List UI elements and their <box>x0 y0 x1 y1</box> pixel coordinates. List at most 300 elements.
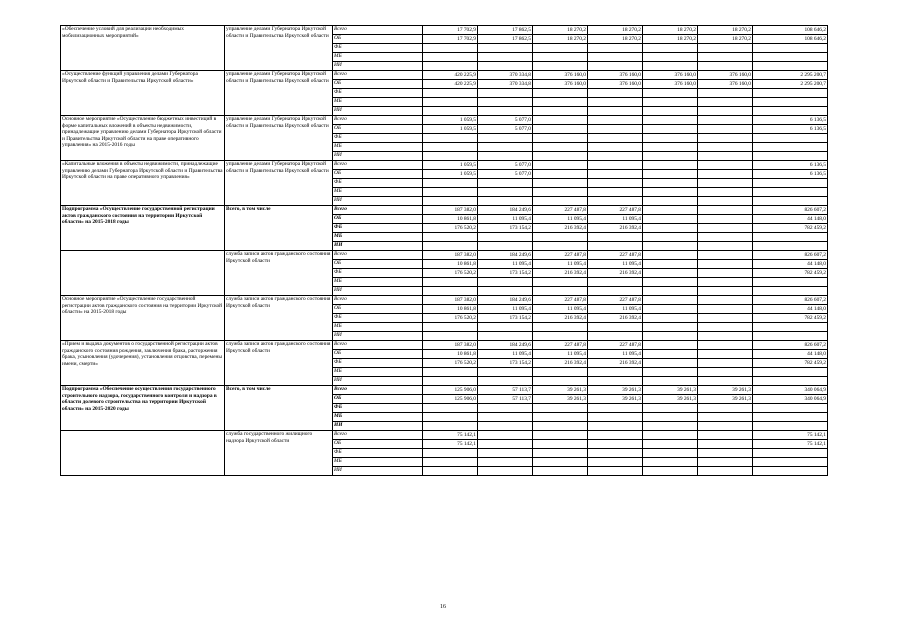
year-value-cell <box>643 143 698 152</box>
executor-cell: управление делами Губернатора Иркутской области и Правительства Иркутской области <box>225 26 333 71</box>
year-value-cell <box>478 242 533 251</box>
year-value-cell <box>423 89 478 98</box>
funding-source-cell: Всего <box>333 206 423 215</box>
year-value-cell <box>698 224 753 233</box>
year-value-cell <box>698 116 753 125</box>
year-value-cell: 184 249,6 <box>478 341 533 350</box>
year-value-cell <box>533 413 588 422</box>
year-value-cell <box>423 197 478 206</box>
year-value-cell: 11 095,4 <box>478 215 533 224</box>
year-value-cell <box>478 188 533 197</box>
budget-table <box>60 25 828 476</box>
year-value-cell: 216 392,4 <box>533 314 588 323</box>
year-value-cell: 1 059,5 <box>423 125 478 134</box>
year-value-cell <box>423 323 478 332</box>
year-value-cell <box>698 107 753 116</box>
year-value-cell <box>698 62 753 71</box>
year-value-cell: 11 095,4 <box>533 350 588 359</box>
year-value-cell <box>698 440 753 449</box>
year-value-cell: 10 861,8 <box>423 350 478 359</box>
year-value-cell: 18 270,2 <box>533 26 588 35</box>
funding-source-cell: ОБ <box>333 260 423 269</box>
year-value-cell: 227 487,8 <box>588 296 643 305</box>
year-value-cell <box>423 233 478 242</box>
year-value-cell <box>533 62 588 71</box>
year-value-cell <box>643 260 698 269</box>
year-value-cell: 216 392,4 <box>533 269 588 278</box>
year-value-cell <box>478 134 533 143</box>
year-value-cell <box>698 242 753 251</box>
total-cell: 44 148,0 <box>753 215 828 224</box>
funding-source-cell: МБ <box>333 368 423 377</box>
funding-source-cell: ИИ <box>333 332 423 341</box>
year-value-cell: 216 392,4 <box>533 359 588 368</box>
executor-cell: Всего, в том числе <box>225 386 333 431</box>
activity-name-cell <box>61 251 225 296</box>
year-value-cell: 216 392,4 <box>588 359 643 368</box>
year-value-cell <box>588 323 643 332</box>
table-row <box>61 386 828 395</box>
year-value-cell <box>533 161 588 170</box>
year-value-cell <box>423 62 478 71</box>
year-value-cell <box>478 44 533 53</box>
year-value-cell: 18 270,2 <box>588 35 643 44</box>
total-cell <box>753 242 828 251</box>
total-cell: 826 607,2 <box>753 251 828 260</box>
year-value-cell: 1 059,5 <box>423 116 478 125</box>
year-value-cell: 125 906,0 <box>423 386 478 395</box>
funding-source-cell: ИИ <box>333 242 423 251</box>
year-value-cell <box>588 143 643 152</box>
funding-source-cell: ОБ <box>333 350 423 359</box>
year-value-cell <box>643 53 698 62</box>
year-value-cell <box>643 98 698 107</box>
year-value-cell <box>588 368 643 377</box>
year-value-cell <box>698 44 753 53</box>
year-value-cell: 1 059,5 <box>423 170 478 179</box>
year-value-cell: 227 487,8 <box>533 251 588 260</box>
total-cell <box>753 377 828 386</box>
funding-source-cell: МБ <box>333 143 423 152</box>
executor-cell: служба записи актов гражданского состояния Иркутской области <box>225 251 333 296</box>
year-value-cell: 11 095,4 <box>478 260 533 269</box>
year-value-cell <box>643 233 698 242</box>
year-value-cell <box>698 197 753 206</box>
year-value-cell <box>533 449 588 458</box>
year-value-cell <box>478 98 533 107</box>
year-value-cell <box>533 440 588 449</box>
executor-cell: управление делами Губернатора Иркутской области и Правительства Иркутской области <box>225 116 333 161</box>
year-value-cell <box>588 332 643 341</box>
year-value-cell: 11 095,4 <box>533 305 588 314</box>
year-value-cell <box>698 179 753 188</box>
funding-source-cell: ФБ <box>333 314 423 323</box>
year-value-cell <box>588 116 643 125</box>
year-value-cell: 17 702,9 <box>423 35 478 44</box>
year-value-cell: 39 261,3 <box>533 386 588 395</box>
total-cell: 826 607,2 <box>753 296 828 305</box>
total-cell <box>753 332 828 341</box>
year-value-cell: 11 095,4 <box>588 215 643 224</box>
year-value-cell <box>533 179 588 188</box>
year-value-cell <box>588 287 643 296</box>
funding-source-cell: ИИ <box>333 422 423 431</box>
year-value-cell <box>588 188 643 197</box>
year-value-cell <box>423 368 478 377</box>
funding-source-cell: ИИ <box>333 62 423 71</box>
total-cell <box>753 458 828 467</box>
year-value-cell <box>698 359 753 368</box>
year-value-cell <box>478 368 533 377</box>
table-row <box>61 251 828 260</box>
executor-cell: управление делами Губернатора Иркутской области и Правительства Иркутской области <box>225 161 333 206</box>
year-value-cell <box>643 179 698 188</box>
year-value-cell: 11 095,4 <box>588 350 643 359</box>
year-value-cell <box>423 449 478 458</box>
year-value-cell <box>643 170 698 179</box>
year-value-cell <box>698 206 753 215</box>
year-value-cell <box>423 179 478 188</box>
total-cell <box>753 44 828 53</box>
year-value-cell: 376 160,0 <box>698 80 753 89</box>
year-value-cell <box>588 404 643 413</box>
year-value-cell <box>698 413 753 422</box>
year-value-cell: 17 702,9 <box>423 26 478 35</box>
year-value-cell <box>643 125 698 134</box>
year-value-cell <box>698 188 753 197</box>
year-value-cell <box>423 404 478 413</box>
year-value-cell <box>643 305 698 314</box>
year-value-cell <box>588 458 643 467</box>
total-cell: 782 459,2 <box>753 314 828 323</box>
year-value-cell <box>533 422 588 431</box>
year-value-cell <box>533 404 588 413</box>
year-value-cell: 216 392,4 <box>533 224 588 233</box>
year-value-cell <box>478 233 533 242</box>
year-value-cell <box>423 278 478 287</box>
year-value-cell <box>588 89 643 98</box>
year-value-cell <box>643 134 698 143</box>
year-value-cell: 376 160,0 <box>533 80 588 89</box>
funding-source-cell: МБ <box>333 233 423 242</box>
year-value-cell <box>478 278 533 287</box>
year-value-cell: 176 520,2 <box>423 224 478 233</box>
year-value-cell: 187 382,0 <box>423 296 478 305</box>
funding-source-cell: ФБ <box>333 224 423 233</box>
year-value-cell: 11 095,4 <box>478 305 533 314</box>
year-value-cell <box>533 125 588 134</box>
year-value-cell: 376 160,0 <box>588 80 643 89</box>
year-value-cell <box>588 98 643 107</box>
year-value-cell <box>698 161 753 170</box>
year-value-cell <box>588 449 643 458</box>
year-value-cell <box>478 404 533 413</box>
funding-source-cell: ОБ <box>333 395 423 404</box>
funding-source-cell: ФБ <box>333 134 423 143</box>
year-value-cell <box>698 314 753 323</box>
year-value-cell: 5 077,0 <box>478 116 533 125</box>
total-cell: 782 459,2 <box>753 359 828 368</box>
funding-source-cell: Всего <box>333 296 423 305</box>
year-value-cell: 176 520,2 <box>423 359 478 368</box>
year-value-cell <box>643 341 698 350</box>
executor-cell: служба записи актов гражданского состояния Иркутской области <box>225 296 333 341</box>
total-cell <box>753 323 828 332</box>
year-value-cell: 39 261,3 <box>698 386 753 395</box>
year-value-cell <box>588 161 643 170</box>
activity-name-cell: «Капитальные вложения в объекты недвижимости, принадлежащие управлению делами Губернатора Иркутской области и Правительства Иркутской области на праве оперативного управления» <box>61 161 225 206</box>
funding-source-cell: МБ <box>333 188 423 197</box>
year-value-cell <box>698 350 753 359</box>
total-cell: 826 607,2 <box>753 206 828 215</box>
year-value-cell <box>478 287 533 296</box>
year-value-cell <box>533 368 588 377</box>
funding-source-cell: ОБ <box>333 440 423 449</box>
year-value-cell <box>698 134 753 143</box>
year-value-cell <box>423 134 478 143</box>
year-value-cell: 57 113,7 <box>478 395 533 404</box>
year-value-cell <box>423 422 478 431</box>
funding-source-cell: ИИ <box>333 467 423 476</box>
year-value-cell <box>533 107 588 116</box>
budget-table-body <box>61 26 828 476</box>
year-value-cell <box>698 332 753 341</box>
year-value-cell <box>588 53 643 62</box>
year-value-cell: 376 160,0 <box>643 80 698 89</box>
funding-source-cell: МБ <box>333 53 423 62</box>
total-cell: 6 136,5 <box>753 170 828 179</box>
year-value-cell: 11 095,4 <box>478 350 533 359</box>
total-cell: 75 142,1 <box>753 431 828 440</box>
year-value-cell <box>478 323 533 332</box>
funding-source-cell: Всего <box>333 116 423 125</box>
year-value-cell <box>588 467 643 476</box>
funding-source-cell: ОБ <box>333 125 423 134</box>
year-value-cell: 5 077,0 <box>478 161 533 170</box>
year-value-cell <box>533 152 588 161</box>
funding-source-cell: Всего <box>333 26 423 35</box>
funding-source-cell: ИИ <box>333 377 423 386</box>
year-value-cell <box>533 332 588 341</box>
funding-source-cell: ФБ <box>333 269 423 278</box>
activity-name-cell <box>61 431 225 476</box>
year-value-cell <box>643 215 698 224</box>
total-cell <box>753 413 828 422</box>
year-value-cell <box>423 143 478 152</box>
year-value-cell <box>478 89 533 98</box>
year-value-cell <box>478 413 533 422</box>
total-cell <box>753 404 828 413</box>
year-value-cell: 75 142,1 <box>423 431 478 440</box>
year-value-cell: 75 142,1 <box>423 440 478 449</box>
year-value-cell <box>533 170 588 179</box>
year-value-cell: 125 906,0 <box>423 395 478 404</box>
year-value-cell <box>533 377 588 386</box>
table-row <box>61 71 828 80</box>
year-value-cell: 173 154,2 <box>478 269 533 278</box>
year-value-cell: 216 392,4 <box>588 224 643 233</box>
year-value-cell <box>643 161 698 170</box>
year-value-cell: 173 154,2 <box>478 224 533 233</box>
funding-source-cell: ОБ <box>333 35 423 44</box>
year-value-cell <box>643 350 698 359</box>
year-value-cell <box>698 305 753 314</box>
year-value-cell <box>643 296 698 305</box>
funding-source-cell: Всего <box>333 386 423 395</box>
funding-source-cell: ИИ <box>333 197 423 206</box>
year-value-cell <box>478 197 533 206</box>
year-value-cell <box>698 458 753 467</box>
year-value-cell: 18 270,2 <box>698 35 753 44</box>
total-cell <box>753 197 828 206</box>
year-value-cell <box>698 98 753 107</box>
total-cell <box>753 53 828 62</box>
year-value-cell: 376 160,0 <box>698 71 753 80</box>
funding-source-cell: МБ <box>333 413 423 422</box>
year-value-cell: 18 270,2 <box>588 26 643 35</box>
year-value-cell: 176 520,2 <box>423 269 478 278</box>
year-value-cell <box>643 224 698 233</box>
year-value-cell <box>643 152 698 161</box>
activity-name-cell: «Осуществление функций управления делами Губернатора Иркутской области и Правительства Иркутской области» <box>61 71 225 116</box>
total-cell: 6 136,5 <box>753 116 828 125</box>
year-value-cell <box>698 377 753 386</box>
year-value-cell: 11 095,4 <box>533 260 588 269</box>
year-value-cell: 10 861,8 <box>423 305 478 314</box>
funding-source-cell: Всего <box>333 251 423 260</box>
year-value-cell <box>533 44 588 53</box>
year-value-cell <box>533 467 588 476</box>
total-cell: 44 148,0 <box>753 260 828 269</box>
year-value-cell <box>588 62 643 71</box>
total-cell: 782 459,2 <box>753 269 828 278</box>
funding-source-cell: ИИ <box>333 107 423 116</box>
year-value-cell <box>423 53 478 62</box>
total-cell <box>753 89 828 98</box>
year-value-cell: 370 334,8 <box>478 71 533 80</box>
year-value-cell: 227 487,8 <box>533 296 588 305</box>
total-cell: 6 136,5 <box>753 161 828 170</box>
year-value-cell: 376 160,0 <box>643 71 698 80</box>
year-value-cell: 17 862,5 <box>478 26 533 35</box>
funding-source-cell: ФБ <box>333 44 423 53</box>
year-value-cell: 184 249,6 <box>478 251 533 260</box>
year-value-cell <box>588 152 643 161</box>
year-value-cell <box>478 332 533 341</box>
year-value-cell: 39 261,3 <box>643 395 698 404</box>
year-value-cell: 227 487,8 <box>533 341 588 350</box>
year-value-cell: 187 382,0 <box>423 251 478 260</box>
year-value-cell <box>698 251 753 260</box>
year-value-cell <box>423 242 478 251</box>
year-value-cell <box>533 242 588 251</box>
year-value-cell <box>478 377 533 386</box>
total-cell: 44 148,0 <box>753 350 828 359</box>
year-value-cell <box>698 287 753 296</box>
year-value-cell <box>698 152 753 161</box>
year-value-cell <box>643 377 698 386</box>
year-value-cell: 227 487,8 <box>533 206 588 215</box>
funding-source-cell: ФБ <box>333 359 423 368</box>
total-cell <box>753 278 828 287</box>
total-cell <box>753 368 828 377</box>
year-value-cell <box>643 404 698 413</box>
year-value-cell <box>478 422 533 431</box>
year-value-cell <box>643 62 698 71</box>
year-value-cell <box>643 449 698 458</box>
year-value-cell: 420 225,9 <box>423 71 478 80</box>
table-row <box>61 116 828 125</box>
total-cell: 340 064,9 <box>753 386 828 395</box>
total-cell: 782 459,2 <box>753 224 828 233</box>
year-value-cell <box>698 431 753 440</box>
total-cell <box>753 449 828 458</box>
funding-source-cell: ОБ <box>333 170 423 179</box>
year-value-cell <box>478 53 533 62</box>
year-value-cell: 57 113,7 <box>478 386 533 395</box>
executor-cell: управление делами Губернатора Иркутской области и Правительства Иркутской области <box>225 71 333 116</box>
total-cell <box>753 188 828 197</box>
funding-source-cell: Всего <box>333 161 423 170</box>
funding-source-cell: ОБ <box>333 305 423 314</box>
total-cell: 826 607,2 <box>753 341 828 350</box>
funding-source-cell: ОБ <box>333 215 423 224</box>
year-value-cell <box>423 332 478 341</box>
year-value-cell <box>643 422 698 431</box>
year-value-cell: 5 077,0 <box>478 170 533 179</box>
total-cell: 108 646,2 <box>753 26 828 35</box>
year-value-cell <box>643 89 698 98</box>
total-cell: 6 136,5 <box>753 125 828 134</box>
year-value-cell <box>643 116 698 125</box>
year-value-cell <box>643 278 698 287</box>
year-value-cell <box>478 458 533 467</box>
year-value-cell <box>478 467 533 476</box>
year-value-cell: 227 487,8 <box>588 206 643 215</box>
year-value-cell <box>533 98 588 107</box>
year-value-cell <box>478 62 533 71</box>
total-cell <box>753 62 828 71</box>
year-value-cell <box>698 233 753 242</box>
year-value-cell <box>423 152 478 161</box>
year-value-cell: 173 154,2 <box>478 359 533 368</box>
year-value-cell: 5 077,0 <box>478 125 533 134</box>
year-value-cell <box>643 314 698 323</box>
funding-source-cell: ФБ <box>333 89 423 98</box>
year-value-cell <box>643 269 698 278</box>
year-value-cell: 39 261,3 <box>643 386 698 395</box>
total-cell <box>753 287 828 296</box>
year-value-cell <box>533 53 588 62</box>
year-value-cell <box>533 143 588 152</box>
activity-name-cell: Основное мероприятие «Осуществление бюджетных инвестиций в форме капитальных вложений в объекты недвижимости, принадлежащие управлению делами Губернатора Иркутской области и Правительства Иркутской области на праве оперативного управления» на 2015-2016 годы <box>61 116 225 161</box>
year-value-cell: 184 249,6 <box>478 296 533 305</box>
year-value-cell <box>478 143 533 152</box>
year-value-cell <box>698 143 753 152</box>
year-value-cell <box>588 125 643 134</box>
year-value-cell <box>698 449 753 458</box>
total-cell <box>753 98 828 107</box>
year-value-cell <box>533 116 588 125</box>
year-value-cell <box>698 278 753 287</box>
year-value-cell: 39 261,3 <box>588 395 643 404</box>
year-value-cell: 18 270,2 <box>698 26 753 35</box>
year-value-cell <box>588 278 643 287</box>
year-value-cell <box>423 107 478 116</box>
page-number: 16 <box>440 604 446 610</box>
year-value-cell <box>478 431 533 440</box>
year-value-cell <box>588 422 643 431</box>
